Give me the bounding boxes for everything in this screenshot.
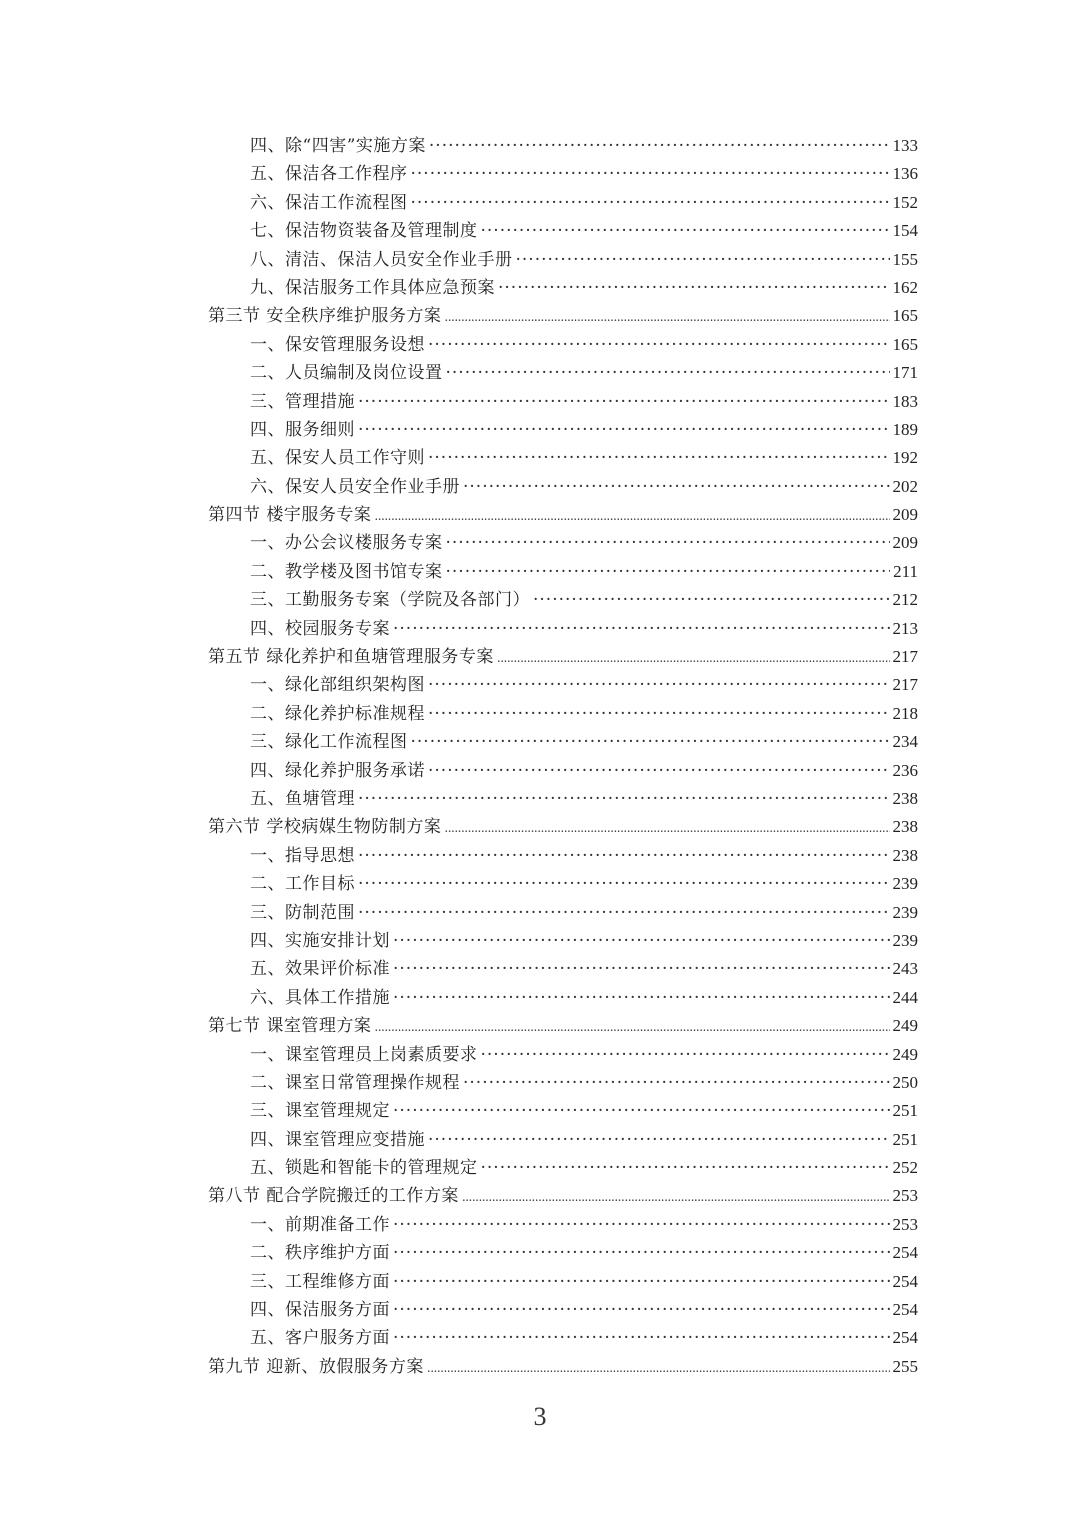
toc-entry-title: 六、具体工作措施 xyxy=(250,987,390,1008)
toc-entry-page-number: 239 xyxy=(892,902,918,922)
toc-subsection-entry[interactable] xyxy=(208,899,918,927)
toc-dot-leader xyxy=(393,1268,890,1296)
toc-entry-page-number: 217 xyxy=(892,675,918,695)
toc-subsection-entry[interactable] xyxy=(208,1324,918,1352)
toc-entry-page-number: 238 xyxy=(892,788,918,808)
toc-subsection-entry[interactable] xyxy=(208,700,918,728)
toc-dot-leader xyxy=(411,189,890,217)
toc-entry-title: 五、效果评价标准 xyxy=(250,959,390,980)
toc-entry-title: 四、绿化养护服务承诺 xyxy=(250,760,425,781)
toc-subsection-entry[interactable] xyxy=(208,1041,918,1069)
toc-dot-leader xyxy=(516,246,890,274)
toc-dot-leader xyxy=(393,1211,890,1239)
toc-entry-page-number: 236 xyxy=(892,760,918,780)
toc-entry-page-number: 238 xyxy=(892,845,918,865)
toc-entry-page-number: 165 xyxy=(892,334,918,354)
table-of-contents xyxy=(208,132,918,1381)
toc-entry-page-number: 192 xyxy=(892,448,918,468)
toc-entry-title: 一、绿化部组织架构图 xyxy=(250,675,425,696)
toc-entry-title: 第六节 学校病媒生物防制方案 xyxy=(208,817,442,838)
toc-dot-leader xyxy=(393,615,890,643)
toc-subsection-entry[interactable] xyxy=(208,671,918,699)
toc-entry-page-number: 251 xyxy=(892,1101,918,1121)
toc-entry-title: 二、人员编制及岗位设置 xyxy=(250,363,443,384)
toc-subsection-entry[interactable] xyxy=(208,1097,918,1125)
toc-entry-page-number: 162 xyxy=(892,277,918,297)
toc-subsection-entry[interactable] xyxy=(208,217,918,245)
toc-entry-title: 二、课室日常管理操作规程 xyxy=(250,1072,460,1093)
toc-entry-page-number: 239 xyxy=(892,874,918,894)
toc-entry-page-number: 171 xyxy=(892,363,918,383)
toc-entry-page-number: 136 xyxy=(892,164,918,184)
toc-dot-leader xyxy=(393,984,890,1012)
toc-dot-leader xyxy=(446,359,890,387)
toc-dot-leader xyxy=(498,274,890,302)
toc-dot-leader xyxy=(463,1069,890,1097)
toc-dot-leader xyxy=(427,1354,890,1382)
toc-entry-title: 第八节 配合学院搬迁的工作方案 xyxy=(208,1186,459,1207)
toc-entry-title: 三、管理措施 xyxy=(250,391,355,412)
toc-entry-title: 二、工作目标 xyxy=(250,874,355,895)
toc-entry-page-number: 253 xyxy=(892,1186,918,1206)
toc-subsection-entry[interactable] xyxy=(208,331,918,359)
toc-entry-page-number: 133 xyxy=(892,136,918,155)
toc-subsection-entry[interactable] xyxy=(208,1126,918,1154)
toc-entry-title: 第三节 安全秩序维护服务方案 xyxy=(208,306,442,327)
toc-subsection-entry[interactable] xyxy=(208,615,918,643)
toc-subsection-entry[interactable] xyxy=(208,1239,918,1267)
toc-entry-page-number: 202 xyxy=(892,476,918,496)
toc-subsection-entry[interactable] xyxy=(208,1211,918,1239)
toc-dot-leader xyxy=(393,955,890,983)
toc-subsection-entry[interactable] xyxy=(208,1069,918,1097)
toc-dot-leader xyxy=(393,1296,890,1324)
toc-entry-title: 三、工程维修方面 xyxy=(250,1271,390,1292)
toc-entry-title: 二、教学楼及图书馆专案 xyxy=(250,561,443,582)
toc-dot-leader xyxy=(428,331,890,359)
toc-entry-page-number: 243 xyxy=(892,959,918,979)
toc-entry-title: 五、客户服务方面 xyxy=(250,1328,390,1349)
toc-entry-title: 七、保洁物资装备及管理制度 xyxy=(250,221,478,242)
toc-entry-page-number: 234 xyxy=(892,732,918,752)
toc-entry-page-number: 218 xyxy=(892,703,918,723)
toc-entry-page-number: 253 xyxy=(892,1214,918,1234)
toc-subsection-entry[interactable] xyxy=(208,927,918,955)
toc-dot-leader xyxy=(462,1183,890,1211)
toc-section-entry[interactable] xyxy=(208,1182,918,1210)
toc-entry-title: 六、保洁工作流程图 xyxy=(250,192,408,213)
toc-entry-title: 九、保洁服务工作具体应急预案 xyxy=(250,277,495,298)
toc-dot-leader xyxy=(358,785,890,813)
toc-dot-leader xyxy=(374,1013,889,1041)
toc-subsection-entry[interactable] xyxy=(208,728,918,756)
toc-subsection-entry[interactable] xyxy=(208,246,918,274)
toc-dot-leader xyxy=(428,757,890,785)
toc-entry-page-number: 254 xyxy=(892,1300,918,1320)
toc-dot-leader xyxy=(358,870,890,898)
toc-dot-leader xyxy=(444,814,889,842)
toc-dot-leader xyxy=(446,529,890,557)
toc-subsection-entry[interactable] xyxy=(208,416,918,444)
toc-dot-leader xyxy=(444,303,889,331)
toc-entry-page-number: 209 xyxy=(892,505,918,525)
toc-entry-page-number: 212 xyxy=(892,590,918,610)
toc-entry-page-number: 244 xyxy=(892,987,918,1007)
toc-dot-leader xyxy=(428,444,890,472)
toc-entry-page-number: 211 xyxy=(893,561,918,581)
toc-entry-page-number: 255 xyxy=(892,1356,918,1376)
toc-subsection-entry[interactable] xyxy=(208,274,918,302)
toc-entry-title: 第五节 绿化养护和鱼塘管理服务专案 xyxy=(208,647,494,668)
toc-entry-title: 三、工勤服务专案（学院及各部门） xyxy=(250,590,530,611)
toc-dot-leader xyxy=(481,217,890,245)
toc-entry-title: 四、校园服务专案 xyxy=(250,618,390,639)
toc-dot-leader xyxy=(481,1154,890,1182)
toc-entry-title: 五、保安人员工作守则 xyxy=(250,448,425,469)
toc-entry-title: 一、指导思想 xyxy=(250,845,355,866)
page-number: 3 xyxy=(533,1402,547,1431)
toc-dot-leader xyxy=(428,1126,890,1154)
toc-entry-title: 三、课室管理规定 xyxy=(250,1101,390,1122)
toc-entry-title: 二、秩序维护方面 xyxy=(250,1243,390,1264)
toc-entry-title: 第九节 迎新、放假服务方案 xyxy=(208,1356,424,1377)
toc-entry-title: 二、绿化养护标准规程 xyxy=(250,703,425,724)
toc-entry-page-number: 249 xyxy=(892,1044,918,1064)
toc-subsection-entry[interactable] xyxy=(208,842,918,870)
toc-subsection-entry[interactable] xyxy=(208,160,918,188)
toc-entry-page-number: 252 xyxy=(892,1158,918,1178)
toc-subsection-entry[interactable] xyxy=(208,1268,918,1296)
toc-entry-page-number: 209 xyxy=(892,533,918,553)
toc-entry-title: 四、实施安排计划 xyxy=(250,930,390,951)
toc-entry-title: 八、清洁、保洁人员安全作业手册 xyxy=(250,249,513,270)
toc-section-entry[interactable] xyxy=(208,302,918,330)
toc-dot-leader xyxy=(446,558,891,586)
toc-entry-title: 一、前期准备工作 xyxy=(250,1214,390,1235)
toc-dot-leader xyxy=(428,671,890,699)
toc-dot-leader xyxy=(358,899,890,927)
toc-entry-title: 四、保洁服务方面 xyxy=(250,1300,390,1321)
toc-subsection-entry[interactable] xyxy=(208,955,918,983)
toc-entry-page-number: 189 xyxy=(892,419,918,439)
toc-entry-title: 第七节 课室管理方案 xyxy=(208,1016,372,1037)
toc-entry-page-number: 249 xyxy=(892,1016,918,1036)
toc-subsection-entry[interactable] xyxy=(208,132,918,160)
toc-entry-title: 五、鱼塘管理 xyxy=(250,788,355,809)
toc-dot-leader xyxy=(463,473,890,501)
toc-subsection-entry[interactable] xyxy=(208,529,918,557)
toc-dot-leader xyxy=(393,927,890,955)
toc-section-entry[interactable] xyxy=(208,501,918,529)
toc-entry-page-number: 254 xyxy=(892,1243,918,1263)
toc-dot-leader xyxy=(358,842,890,870)
toc-dot-leader xyxy=(393,1097,890,1125)
toc-entry-page-number: 152 xyxy=(892,192,918,212)
toc-dot-leader xyxy=(358,388,890,416)
toc-subsection-entry[interactable] xyxy=(208,1296,918,1324)
toc-entry-title: 五、保洁各工作程序 xyxy=(250,164,408,185)
toc-subsection-entry[interactable] xyxy=(208,586,918,614)
toc-section-entry[interactable] xyxy=(208,1012,918,1040)
toc-dot-leader xyxy=(393,1324,890,1352)
toc-entry-page-number: 254 xyxy=(892,1328,918,1348)
toc-dot-leader xyxy=(428,700,890,728)
toc-subsection-entry[interactable] xyxy=(208,1154,918,1182)
toc-dot-leader xyxy=(393,1239,890,1267)
toc-subsection-entry[interactable] xyxy=(208,189,918,217)
toc-entry-title: 三、绿化工作流程图 xyxy=(250,732,408,753)
toc-entry-page-number: 217 xyxy=(892,647,918,667)
toc-entry-page-number: 155 xyxy=(892,249,918,269)
toc-dot-leader xyxy=(497,644,890,672)
toc-dot-leader xyxy=(374,502,889,530)
toc-subsection-entry[interactable] xyxy=(208,444,918,472)
toc-entry-page-number: 239 xyxy=(892,930,918,950)
toc-entry-page-number: 165 xyxy=(892,306,918,326)
toc-entry-title: 一、办公会议楼服务专案 xyxy=(250,533,443,554)
toc-entry-title: 四、服务细则 xyxy=(250,419,355,440)
toc-dot-leader xyxy=(411,728,890,756)
toc-entry-title: 一、保安管理服务设想 xyxy=(250,334,425,355)
toc-subsection-entry[interactable] xyxy=(208,359,918,387)
toc-entry-title: 四、除“四害”实施方案 xyxy=(250,136,426,156)
toc-entry-page-number: 254 xyxy=(892,1271,918,1291)
toc-entry-title: 第四节 楼宇服务专案 xyxy=(208,505,372,526)
toc-section-entry[interactable] xyxy=(208,813,918,841)
toc-subsection-entry[interactable] xyxy=(208,785,918,813)
toc-subsection-entry[interactable] xyxy=(208,558,918,586)
toc-subsection-entry[interactable] xyxy=(208,984,918,1012)
toc-entry-page-number: 154 xyxy=(892,221,918,241)
toc-subsection-entry[interactable] xyxy=(208,757,918,785)
toc-dot-leader xyxy=(533,586,890,614)
toc-entry-title: 六、保安人员安全作业手册 xyxy=(250,476,460,497)
toc-section-entry[interactable] xyxy=(208,643,918,671)
toc-entry-page-number: 183 xyxy=(892,391,918,411)
toc-entry-page-number: 238 xyxy=(892,817,918,837)
toc-entry-page-number: 250 xyxy=(892,1072,918,1092)
toc-entry-page-number: 251 xyxy=(892,1129,918,1149)
toc-entry-title: 四、课室管理应变措施 xyxy=(250,1129,425,1150)
toc-entry-page-number: 213 xyxy=(892,618,918,638)
toc-subsection-entry[interactable] xyxy=(208,473,918,501)
toc-entry-title: 五、锁匙和智能卡的管理规定 xyxy=(250,1158,478,1179)
toc-dot-leader xyxy=(429,132,890,160)
toc-dot-leader xyxy=(358,416,890,444)
toc-section-entry[interactable] xyxy=(208,1353,918,1381)
toc-entry-title: 三、防制范围 xyxy=(250,902,355,923)
toc-dot-leader xyxy=(411,160,890,188)
toc-entry-title: 一、课室管理员上岗素质要求 xyxy=(250,1044,478,1065)
toc-dot-leader xyxy=(481,1041,890,1069)
toc-subsection-entry[interactable] xyxy=(208,388,918,416)
toc-subsection-entry[interactable] xyxy=(208,870,918,898)
